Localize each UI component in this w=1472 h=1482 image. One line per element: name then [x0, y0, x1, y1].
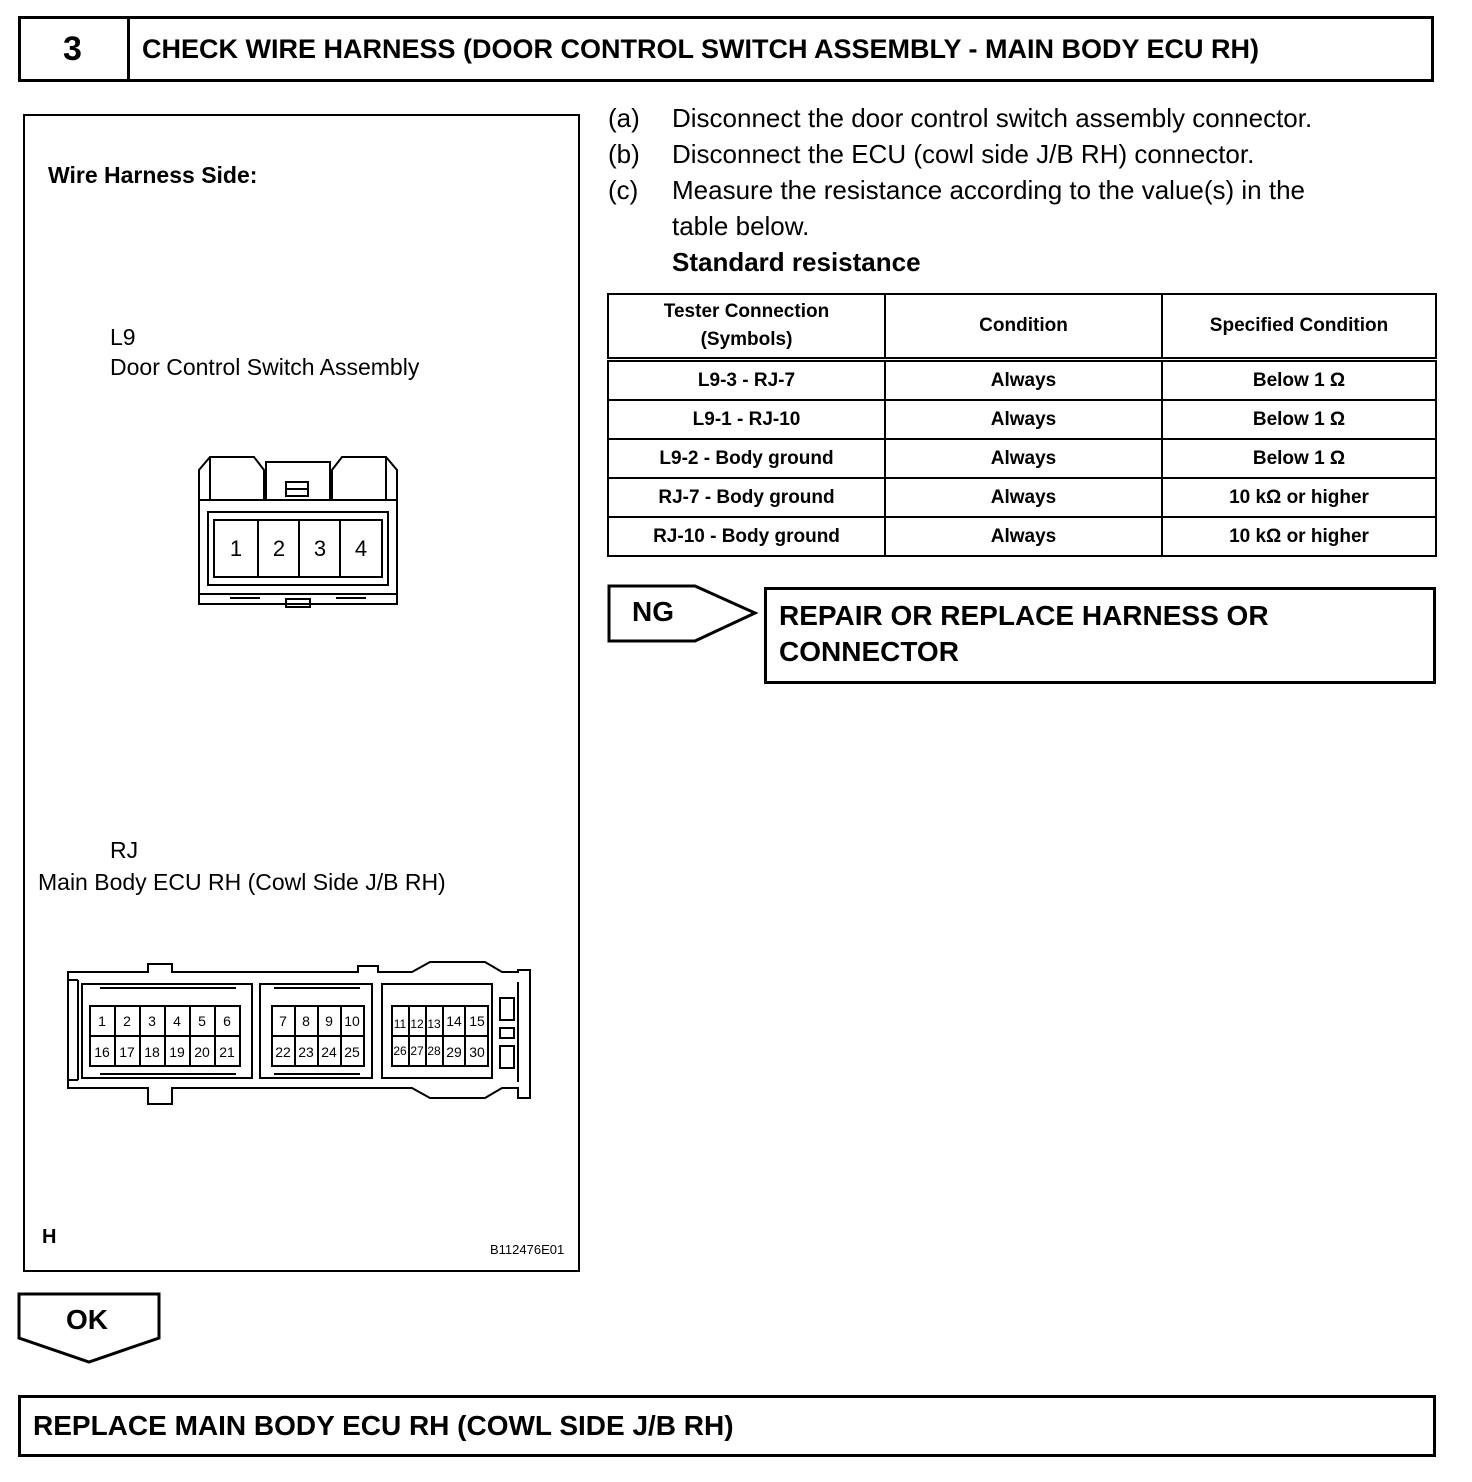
l9-connector-diagram [190, 452, 406, 614]
ok-label: OK [66, 1304, 108, 1335]
l9-pin: 4 [354, 536, 368, 561]
table-row [608, 360, 1436, 401]
rj-pin: 28 [427, 1044, 441, 1058]
rj-pin: 11 [393, 1017, 407, 1031]
final-action-box [18, 1395, 1436, 1457]
instruction-text: Disconnect the ECU (cowl side J/B RH) connector. [672, 139, 1255, 169]
instruction-c-continued [608, 208, 1436, 244]
instructions [608, 100, 1436, 280]
rj-pin: 6 [223, 1013, 231, 1029]
final-action-text: REPLACE MAIN BODY ECU RH (COWL SIDE J/B RH) [33, 1410, 734, 1441]
table-cell: RJ-7 - Body ground [608, 478, 885, 517]
rj-pin: 8 [302, 1013, 310, 1029]
rj-pin: 9 [325, 1013, 333, 1029]
connector-rj-code: RJ [110, 837, 139, 863]
instruction-text: Disconnect the door control switch assembly connector. [672, 103, 1313, 133]
rj-pin: 23 [298, 1044, 314, 1060]
rj-pin: 17 [119, 1044, 135, 1060]
table-cell: Always [885, 360, 1162, 401]
table-cell: RJ-10 - Body ground [608, 517, 885, 556]
table-row [608, 400, 1436, 439]
rj-pin: 14 [446, 1013, 462, 1029]
l9-pin: 1 [229, 536, 243, 561]
rj-pin: 16 [94, 1044, 110, 1060]
table-cell: Always [885, 517, 1162, 556]
instruction-c [608, 172, 1436, 208]
rj-pin: 4 [173, 1013, 181, 1029]
table-cell: L9-2 - Body ground [608, 439, 885, 478]
instruction-letter: (a) [608, 103, 640, 133]
standard-resistance-table [607, 293, 1437, 557]
ng-result-line: REPAIR OR REPLACE HARNESS OR [779, 600, 1269, 631]
table-header-tester-connection [608, 294, 885, 360]
table-cell: Below 1 Ω [1162, 439, 1436, 478]
table-cell: Always [885, 439, 1162, 478]
ng-arrow-icon [607, 584, 759, 644]
rj-pin: 18 [144, 1044, 160, 1060]
rj-pin: 13 [427, 1017, 441, 1031]
ng-label: NG [632, 596, 674, 627]
connector-rj-name: Main Body ECU RH (Cowl Side J/B RH) [38, 869, 446, 895]
table-cell: Below 1 Ω [1162, 360, 1436, 401]
rj-pin: 22 [275, 1044, 291, 1060]
rj-pin: 3 [148, 1013, 156, 1029]
table-cell: 10 kΩ or higher [1162, 478, 1436, 517]
ng-result-box [764, 587, 1436, 684]
table-header-row [608, 294, 1436, 360]
header-line: Tester Connection [663, 301, 830, 322]
rj-pin: 27 [410, 1044, 424, 1058]
rj-pin: 20 [194, 1044, 210, 1060]
rj-pin: 19 [169, 1044, 185, 1060]
instruction-letter: (c) [608, 175, 639, 205]
instruction-a [608, 100, 1436, 136]
table-header-condition: Condition [885, 294, 1162, 360]
table-cell: L9-1 - RJ-10 [608, 400, 885, 439]
table-cell: Below 1 Ω [1162, 400, 1436, 439]
table-row [608, 517, 1436, 556]
rj-pin: 25 [344, 1044, 360, 1060]
rj-connector-diagram [60, 958, 538, 1110]
rj-pin: 29 [446, 1044, 462, 1060]
connector-l9-code: L9 [110, 324, 136, 350]
table-row [608, 478, 1436, 517]
table-cell: Always [885, 478, 1162, 517]
standard-resistance-label: Standard resistance [672, 247, 921, 277]
instruction-letter: (b) [608, 139, 640, 169]
l9-pin: 2 [272, 536, 286, 561]
rj-pin: 10 [344, 1013, 360, 1029]
rj-pin: 26 [393, 1044, 407, 1058]
rj-pin: 12 [410, 1017, 424, 1031]
wire-harness-side-label: Wire Harness Side: [48, 162, 258, 188]
rj-pin: 15 [469, 1013, 485, 1029]
instruction-text: table below. [672, 211, 810, 241]
rj-pin: 30 [469, 1044, 485, 1060]
step-title: CHECK WIRE HARNESS (DOOR CONTROL SWITCH ASSEMBLY - MAIN BODY ECU RH) [142, 33, 1260, 64]
table-cell: 10 kΩ or higher [1162, 517, 1436, 556]
rj-pin: 7 [279, 1013, 287, 1029]
ng-result-line: CONNECTOR [779, 636, 959, 667]
instruction-b [608, 136, 1436, 172]
rj-pin: 24 [321, 1044, 337, 1060]
l9-pin: 3 [313, 536, 327, 561]
table-cell: Always [885, 400, 1162, 439]
rj-pin: 1 [98, 1013, 106, 1029]
connector-l9-name: Door Control Switch Assembly [110, 354, 420, 380]
instruction-text: Measure the resistance according to the value(s) in the [672, 175, 1306, 205]
rj-pin: 2 [123, 1013, 131, 1029]
table-row [608, 439, 1436, 478]
table-header-specified-condition: Specified Condition [1162, 294, 1436, 360]
corner-letter: H [42, 1226, 57, 1248]
rj-pin: 5 [198, 1013, 206, 1029]
rj-pin: 21 [219, 1044, 235, 1060]
standard-resistance-row [608, 244, 1436, 280]
table-cell: L9-3 - RJ-7 [608, 360, 885, 401]
figure-code: B112476E01 [490, 1242, 565, 1257]
header-line: (Symbols) [700, 329, 793, 350]
step-number: 3 [18, 16, 130, 82]
